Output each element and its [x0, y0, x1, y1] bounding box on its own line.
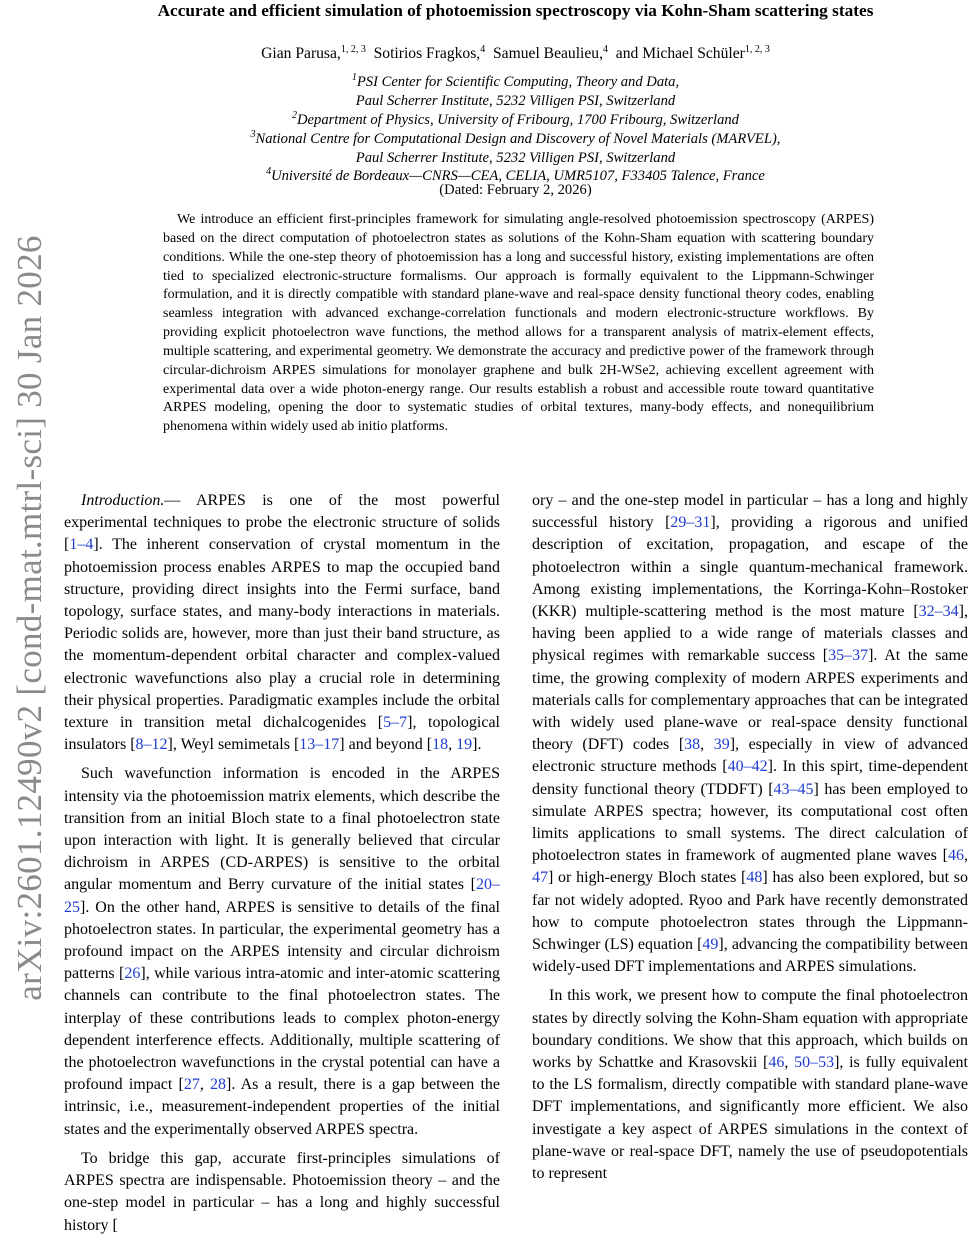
body-text: ], providing a rigorous and unified description of excitation, propagation, and escape of the photoelectron within a single quantum-mechanical framework. Among existing implementations, the Korringa-Kohn–Rostoker (KKR) multiple-scattering method is the most mature [ — [532, 514, 968, 621]
body-text: ] or high-energy Bloch states [ — [548, 869, 747, 887]
body-text: , — [199, 1076, 211, 1094]
body-text: — ARPES is one of the most powerful experimental techniques to probe the electronic structure of solids [ — [64, 492, 500, 554]
body-text: ], advancing the compatibility between widely-used DFT implementations and ARPES simulations. — [532, 936, 968, 976]
citation-link[interactable]: 18 — [432, 736, 449, 754]
citation-link[interactable]: 47 — [532, 869, 548, 887]
body-column-right — [532, 490, 968, 1192]
affiliation-3 — [60, 126, 971, 167]
dated-line: (Dated: February 2, 2026) — [439, 182, 592, 198]
body-text: ]. As a result, there is a gap between the intrinsic, i.e., measurement-independent properties of the initial states and the experimentally observed ARPES spectra. — [64, 1076, 501, 1138]
paper-title: Accurate and efficient simulation of photoemission spectroscopy via Kohn-Sham scattering states — [157, 1, 874, 20]
author-affiliation-marker: 1, 2, 3 — [340, 44, 366, 55]
body-text: Such wavefunction information is encoded in the ARPES intensity via the photoemission matrix elements, which describe the transition from an initial Bloch state to a final photoelectron state upon interaction with light. It is generally believed that circular dichroism in ARPES (CD-ARPES) is sensitive to the orbital angular momentum and Berry curvature of the initial states [ — [64, 765, 500, 894]
affiliation-marker: 3 — [250, 129, 256, 140]
citation-link[interactable]: 32–34 — [918, 603, 959, 621]
body-text: ] has also been explored, but so far not widely adopted. Ryoo and Park have recently demonstrated how to compute photoelectron states through the Lippmann-Schwinger (LS) equation [ — [532, 869, 969, 954]
affiliation-line: Université de Bordeaux—CNRS—CEA, CELIA, UMR5107, F33405 Talence, France — [271, 167, 765, 184]
abstract: We introduce an efficient first-principles framework for simulating angle-resolved photoemission spectroscopy (ARPES) based on the direct computation of photoelectron states as solutions of the Kohn-Sham equation with scattering boundary conditions. While the one-step theory of photoemission has a long and successful history, existing implementations are often tied to specialized electronic-structure formalisms. Our approach is formally equivalent to the Lippmann-Schwinger formulation, and it is directly compatible with standard plane-wave and real-space density functional theory codes, enabling seamless integration with advanced exchange-correlation functionals and modern electronic-structure workflows. By providing explicit photoelectron wave functions, the method allows for a transparent analysis of matrix-element effects, multiple scattering, and experimental geometry. We demonstrate the accuracy and predictive power of the framework through circular-dichroism ARPES simulations for monolayer graphene and bulk 2H-WSe2, achieving excellent agreement with experimental data over a wide photon-energy range. Our results establish a robust and accessible route toward quantitative ARPES modeling, opening the door to systematic studies of orbital textures, many-body effects, and nonequilibrium phenomena within widely used ab initio platforms. — [163, 212, 874, 435]
body-text: ]. In this spirt, time-dependent density functional theory (TDDFT) [ — [532, 758, 969, 798]
body-text: ], is fully equivalent to the LS formalism, directly compatible with standard plane-wave DFT implementations, and significantly more efficient. We also investigate a key aspect of ARPES simulations in the context of plane-wave or real-space DFT, namely the use of pseudopotentials to represent — [532, 1054, 968, 1183]
citation-link[interactable]: 35–37 — [828, 647, 869, 665]
affiliation-marker: 2 — [292, 110, 297, 121]
citation-link[interactable]: 38 — [684, 736, 701, 754]
citation-link[interactable]: 46 — [948, 847, 964, 865]
body-text: , — [700, 736, 714, 754]
citation-link[interactable]: 26 — [124, 965, 141, 983]
body-text: ]. At the same time, the growing complexity of modern ARPES experiments and materials calls for complementary approaches that can be integrated with widely used plane-wave or real-space density functional theory (DFT) codes [ — [532, 647, 968, 754]
body-text: , — [448, 736, 457, 754]
citation-link[interactable]: 5–7 — [383, 714, 408, 732]
citation-link[interactable]: 13–17 — [299, 736, 340, 754]
citation-link[interactable]: 20–25 — [64, 876, 500, 916]
citation-link[interactable]: 28 — [210, 1076, 227, 1094]
affiliation-line: Paul Scherrer Institute, 5232 Villigen PSI, Switzerland — [355, 92, 676, 109]
citation-link[interactable]: 49 — [702, 936, 719, 954]
arxiv-side-stamp — [0, 0, 60, 1200]
citation-link[interactable]: 43–45 — [773, 780, 814, 798]
body-paragraph — [532, 490, 968, 978]
body-text: ] has been employed to simulate ARPES spectra; however, its computational cost often limits applications to small systems. The direct calculation of photoelectron states in framework of augmented plane waves [ — [532, 780, 968, 865]
section-heading-inline: Introduction. — [81, 492, 165, 509]
arxiv-identifier: arXiv:2601.12490v2 [cond-mat.mtrl-sci] 30 Jan 2026 — [10, 235, 49, 1001]
body-paragraph — [64, 1148, 500, 1237]
citation-link[interactable]: 1–4 — [69, 536, 94, 554]
author-affiliation-marker: 4 — [480, 44, 486, 55]
affiliation-1 — [60, 69, 971, 110]
citation-link[interactable]: 29–31 — [670, 514, 711, 532]
affiliation-marker: 4 — [266, 166, 272, 177]
author-name: Samuel Beaulieu, — [493, 45, 603, 63]
citation-link[interactable]: 27 — [183, 1076, 200, 1094]
citation-link[interactable]: 48 — [746, 869, 763, 887]
affiliation-line: Paul Scherrer Institute, 5232 Villigen PSI, Switzerland — [355, 149, 676, 166]
citation-link[interactable]: 50–53 — [794, 1054, 835, 1072]
body-text: , — [964, 847, 968, 865]
body-text: ]. The inherent conservation of crystal momentum in the photoemission process enables ARPES to map the occupied band structure, providing direct insights into the Fermi surface, band topology, surface states, and many-body interactions in materials. Periodic solids are, however, more than just their band structure, as the momentum-dependent orbital character and complex-valued electronic wavefunctions also play a crucial role in determining their physical properties. Paradigmatic examples include the orbital texture in transition metal dichalcogenides [ — [64, 536, 500, 732]
body-text: ], especially in view of advanced electronic structure methods [ — [532, 736, 969, 776]
author-affiliation-marker: 1, 2, 3 — [744, 44, 770, 55]
citation-link[interactable]: 40–42 — [727, 758, 768, 776]
author-list — [60, 40, 971, 64]
body-text: ory – and the one-step model in particular – has a long and highly successful history [ — [532, 492, 968, 532]
body-text: , — [784, 1054, 795, 1072]
author-affiliation-marker: 4 — [603, 44, 608, 55]
citation-link[interactable]: 39 — [713, 736, 730, 754]
body-paragraph — [64, 763, 500, 1140]
citation-link[interactable]: 46 — [768, 1054, 785, 1072]
body-text: In this work, we present how to compute the final photoelectron states by directly solving the Kohn-Sham equation with appropriate boundary conditions. We show that this approach, which builds on works by Schattke and Krasovskii [ — [532, 987, 968, 1072]
body-text: ], having been applied to a wide range of materials classes and physical regimes with remarkable success [ — [532, 603, 968, 665]
body-text: ]. On the other hand, ARPES is sensitive to details of the final photoelectron states. In particular, the experimental geometry has a profound impact on the ARPES intensity and circular dichroism patterns [ — [64, 898, 500, 983]
body-paragraph — [64, 490, 500, 756]
author-name: Sotirios Fragkos, — [373, 45, 481, 63]
body-text: ], topological insulators [ — [64, 714, 500, 754]
affiliation-line: PSI Center for Scientific Computing, Theory and Data, — [356, 73, 680, 90]
author-name: Gian Parusa, — [261, 45, 341, 63]
affiliation-line: Department of Physics, University of Fribourg, 1700 Fribourg, Switzerland — [297, 111, 739, 128]
body-text: ] and beyond [ — [339, 736, 433, 754]
body-text: ], while various intra-atomic and inter-atomic scattering channels can contribute to the final photoelectron states. The interplay of these contributions leads to complex photon-energy dependent interference effects. Additionally, multiple scattering of the photoelectron wavefunctions in the crystal potential can have a profound impact [ — [64, 965, 501, 1094]
body-column-left — [64, 490, 500, 1244]
affiliation-line: National Centre for Computational Design and Discovery of Novel Materials (MARVEL), — [255, 130, 781, 147]
citation-link[interactable]: 19 — [456, 736, 473, 754]
affiliation-marker: 1 — [351, 72, 357, 83]
body-text: ], Weyl semimetals [ — [167, 736, 300, 754]
citation-link[interactable]: 8–12 — [135, 736, 168, 754]
body-text: ]. — [472, 736, 482, 754]
author-name: and Michael Schüler — [615, 45, 745, 63]
body-text: To bridge this gap, accurate first-principles simulations of ARPES spectra are indispensable. Photoemission theory – and the one-step model in particular – has a long and highly successful history [ — [64, 1149, 500, 1234]
body-paragraph — [532, 985, 968, 1185]
